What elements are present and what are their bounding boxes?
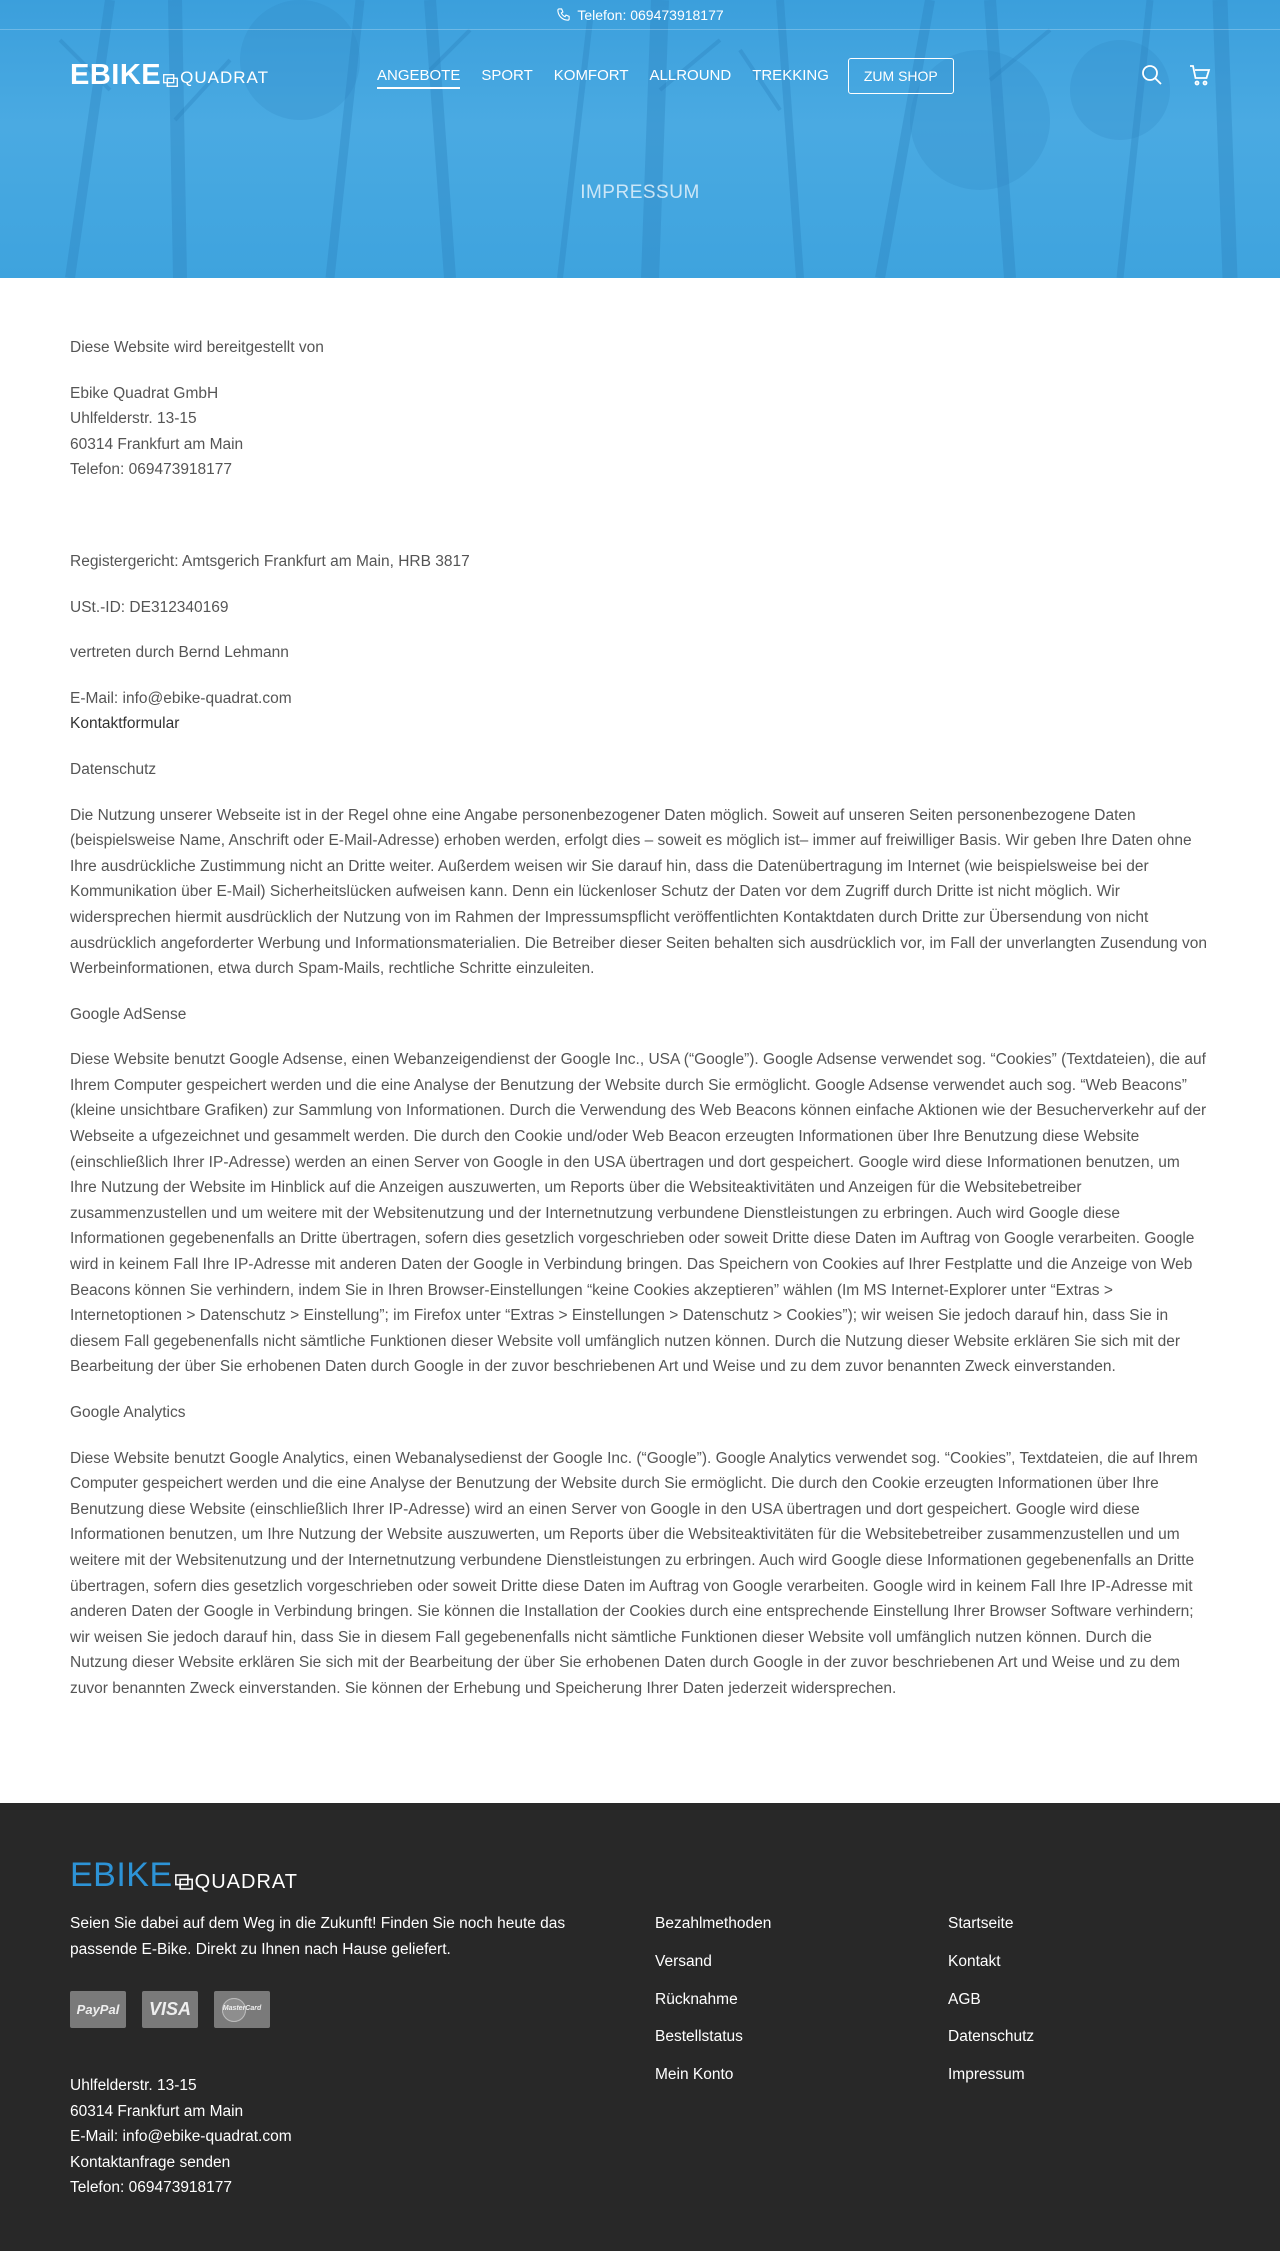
- footer-link-ruecknahme[interactable]: Rücknahme: [655, 1990, 738, 2008]
- vat-id: USt.-ID: DE312340169: [70, 598, 229, 616]
- nav-item-sport[interactable]: SPORT: [481, 66, 533, 84]
- company-city: 60314 Frankfurt am Main: [70, 435, 244, 453]
- nav-item-allround[interactable]: ALLROUND: [649, 66, 732, 84]
- hero-header: [0, 0, 1280, 278]
- top-contact-bar: [0, 0, 1280, 30]
- company-phone: Telefon: 069473918177: [70, 461, 233, 479]
- logo-quadrat-text: QUADRAT: [180, 68, 269, 87]
- nav-item-trekking[interactable]: TREKKING: [752, 66, 829, 84]
- page-title: IMPRESSUM: [580, 182, 700, 203]
- footer-link-versand[interactable]: Versand: [655, 1952, 712, 1970]
- footer-link-agb[interactable]: AGB: [948, 1990, 981, 2008]
- adsense-heading: Google AdSense: [70, 1005, 187, 1023]
- footer-logo[interactable]: [70, 1857, 298, 1893]
- footer-link-impressum[interactable]: Impressum: [948, 2066, 1025, 2084]
- representative: vertreten durch Bernd Lehmann: [70, 644, 289, 662]
- logo-squares-icon: [163, 74, 178, 87]
- footer-street: Uhlfelderstr. 13-15: [70, 2077, 197, 2094]
- logo-ebike-text: EBIKE: [70, 59, 162, 91]
- analytics-heading: Google Analytics: [70, 1404, 186, 1421]
- register-court: Registergericht: Amtsgerich Frankfurt am Main, HRB 3817: [70, 552, 470, 570]
- paypal-icon: PayPal: [70, 1991, 126, 2028]
- company-email[interactable]: E-Mail: info@ebike-quadrat.com: [70, 689, 292, 707]
- company-name: Ebike Quadrat GmbH: [70, 384, 219, 402]
- footer-contact: [70, 2073, 292, 2201]
- footer-phone[interactable]: Telefon: 069473918177: [70, 2179, 233, 2197]
- footer-link-bestellstatus[interactable]: Bestellstatus: [655, 2028, 743, 2046]
- mastercard-icon: MasterCard: [214, 1991, 270, 2028]
- adsense-text: Diese Website benutzt Google Adsense, einen Webanzeigendienst der Google Inc., USA (“Google”). Google Adsense verwendet sog. “Cookies” (Textdateien), die auf Ihrem Computer gespeichert werden und die eine Analyse der Benutzung der Website durch Sie ermöglicht. Google Adsense verwendet auch sog. “Web Beacons” (kleine unsichtbare Grafiken) zur Sammlung von Informationen. Durch die Verwendung des Web Beacons können einfache Aktionen wie der Besucherverkehr auf der Webseite a ufgezeichnet und gesammelt werden. Die durch den Cookie und/oder Web Beacon erzeugten Informationen über Ihre Benutzung diese Website (einschließlich Ihrer IP-Adresse) werden an einen Server von Google in den USA übertragen und dort gespeichert. Google wird diese Informationen benutzen, um Ihre Nutzung der Website im Hinblick auf die Anzeigen auszuwerten, um Reports über die Websiteaktivitäten und Anzeigen für die Websitebetreiber zusammenzustellen und um weitere mit der Websitenutzung und der Internetnutzung verbundene Dienstleistungen zu erbringen. Auch wird Google diese Informationen gegebenenfalls an Dritte übertragen, sofern dies gesetzlich vorgeschrieben oder soweit Dritte diese Daten im Auftrag von Google verarbeiten. Google wird in keinem Fall Ihre IP-Adresse mit anderen Daten der Google in Verbindung bringen. Das Speichern von Cookies auf Ihrer Festplatte und die Anzeige von Web Beacons können Sie verhindern, indem Sie in Ihren Browser-Einstellungen “keine Cookies akzeptieren” wählen (Im MS Internet-Explorer unter “Extras > Internetoptionen > Datenschutz > Einstellung”; im Firefox unter “Extras > Einstellungen > Datenschutz > Cookies”); wir weisen Sie jedoch darauf hin, dass Sie in diesem Fall gegebenenfalls nicht sämtliche Funktionen dieser Website voll umfänglich nutzen können. Durch die Nutzung dieser Website erklären Sie sich mit der Bearbeitung der über Sie erhobenen Daten durch Google in der zuvor beschriebenen Art und Weise und zu dem zuvor benannten Zweck einverstanden.: [70, 1051, 1207, 1376]
- footer-logo-squares-icon: [175, 1874, 193, 1890]
- topbar-phone[interactable]: Telefon: 069473918177: [577, 6, 724, 23]
- nav-item-angebote[interactable]: ANGEBOTE: [377, 67, 460, 89]
- analytics-text: Diese Website benutzt Google Analytics, einen Webanalysedienst der Google Inc. (“Google”). Google Analytics verwendet sog. “Cookies”, Textdateien, die auf Ihrem Computer gespeichert werden und die eine Analyse der Benutzung der Website durch Sie ermöglicht. Die durch den Cookie erzeugten Informationen über Ihre Benutzung diese Website (einschließlich Ihrer IP-Adresse) wird an einen Server von Google in den USA übertragen und dort gespeichert. Google wird diese Informationen benutzen, um Ihre Nutzung der Website auszuwerten, um Reports über die Websiteaktivitäten für die Websitebetreiber zusammenzustellen und um weitere mit der Websitenutzung und der Internetnutzung verbundene Dienstleistungen zu erbringen. Auch wird Google diese Informationen gegebenenfalls an Dritte übertragen, sofern dies gesetzlich vorgeschrieben oder soweit Dritte diese Daten im Auftrag von Google verarbeiten. Google wird in keinem Fall Ihre IP-Adresse mit anderen Daten der Google in Verbindung bringen. Sie können die Installation der Cookies durch eine entsprechende Einstellung Ihrer Browser Software verhindern; wir weisen Sie jedoch darauf hin, dass Sie in diesem Fall gegebenenfalls nicht sämtliche Funktionen dieser Website voll umfänglich nutzen können. Durch die Nutzung dieser Website erklären Sie sich mit der Bearbeitung der über Sie erhobenen Daten durch Google in der zuvor beschriebenen Art und Weise und zu dem zuvor benannten Zweck einverstanden. Sie können der Erhebung und Speicherung Ihrer Daten jederzeit widersprechen.: [70, 1449, 1198, 1697]
- search-icon[interactable]: [1140, 63, 1164, 87]
- site-logo[interactable]: [70, 60, 269, 90]
- footer-logo-ebike-text: EBIKE: [70, 1856, 173, 1894]
- contact-form-link[interactable]: Kontaktformular: [70, 715, 180, 733]
- footer-service-links: [655, 1911, 771, 2100]
- footer-link-mein-konto[interactable]: Mein Konto: [655, 2066, 734, 2084]
- company-address: [70, 381, 1210, 483]
- site-footer: [0, 1803, 1280, 2251]
- nav-item-komfort[interactable]: KOMFORT: [553, 66, 629, 84]
- forest-background-image: [0, 0, 1280, 278]
- payment-methods: [70, 1991, 270, 2028]
- main-nav: [377, 56, 954, 96]
- header-icons: [1140, 63, 1212, 87]
- company-street: Uhlfelderstr. 13-15: [70, 410, 197, 428]
- intro-text: Diese Website wird bereitgestellt von: [70, 339, 324, 356]
- cart-icon[interactable]: [1188, 63, 1212, 87]
- visa-icon: VISA: [142, 1991, 198, 2028]
- footer-link-bezahlmethoden[interactable]: Bezahlmethoden: [655, 1915, 772, 1932]
- footer-contact-request-link[interactable]: Kontaktanfrage senden: [70, 2153, 231, 2171]
- zum-shop-button[interactable]: ZUM SHOP: [848, 58, 954, 94]
- footer-logo-quadrat-text: QUADRAT: [194, 1871, 298, 1893]
- impressum-content: [0, 278, 1280, 1702]
- footer-info-links: [948, 1911, 1034, 2100]
- privacy-heading: Datenschutz: [70, 760, 157, 778]
- main-navigation-bar: [0, 56, 1280, 96]
- footer-tagline: Seien Sie dabei auf dem Weg in die Zukunft! Finden Sie noch heute das passende E-Bike. Direkt zu Ihnen nach Hause geliefert.: [70, 1915, 566, 1958]
- privacy-text: Die Nutzung unserer Webseite ist in der Regel ohne eine Angabe personenbezogener Daten möglich. Soweit auf unseren Seiten personenbezogene Daten (beispielsweise Name, Anschrift oder E-Mail-Adresse) erhoben werden, erfolgt dies – soweit es möglich ist– immer auf freiwilliger Basis. Wir geben Ihre Daten ohne Ihre ausdrückliche Zustimmung nicht an Dritte weiter. Außerdem weisen wir Sie darauf hin, dass die Datenübertragung im Internet (wie beispielsweise bei der Kommunikation über E-Mail) Sicherheitslücken aufweisen kann. Denn ein lückenloser Schutz der Daten vor dem Zugriff durch Dritte ist nicht möglich. Wir widersprechen hiermit ausdrücklich der Nutzung von im Rahmen der Impressumspflicht veröffentlichten Kontaktdaten durch Dritte zur Übersendung von nicht ausdrücklich angeforderter Werbung und Informationsmaterialien. Die Betreiber dieser Seiten behalten sich ausdrücklich vor, im Fall der unverlangten Zusendung von Werbeinformationen, etwa durch Spam-Mails, rechtliche Schritte einzuleiten.: [70, 806, 1208, 978]
- footer-email[interactable]: E-Mail: info@ebike-quadrat.com: [70, 2128, 292, 2146]
- footer-city: 60314 Frankfurt am Main: [70, 2102, 244, 2120]
- footer-link-datenschutz[interactable]: Datenschutz: [948, 2028, 1035, 2046]
- footer-link-kontakt[interactable]: Kontakt: [948, 1952, 1001, 1970]
- footer-link-startseite[interactable]: Startseite: [948, 1915, 1014, 1932]
- phone-icon: [556, 7, 571, 22]
